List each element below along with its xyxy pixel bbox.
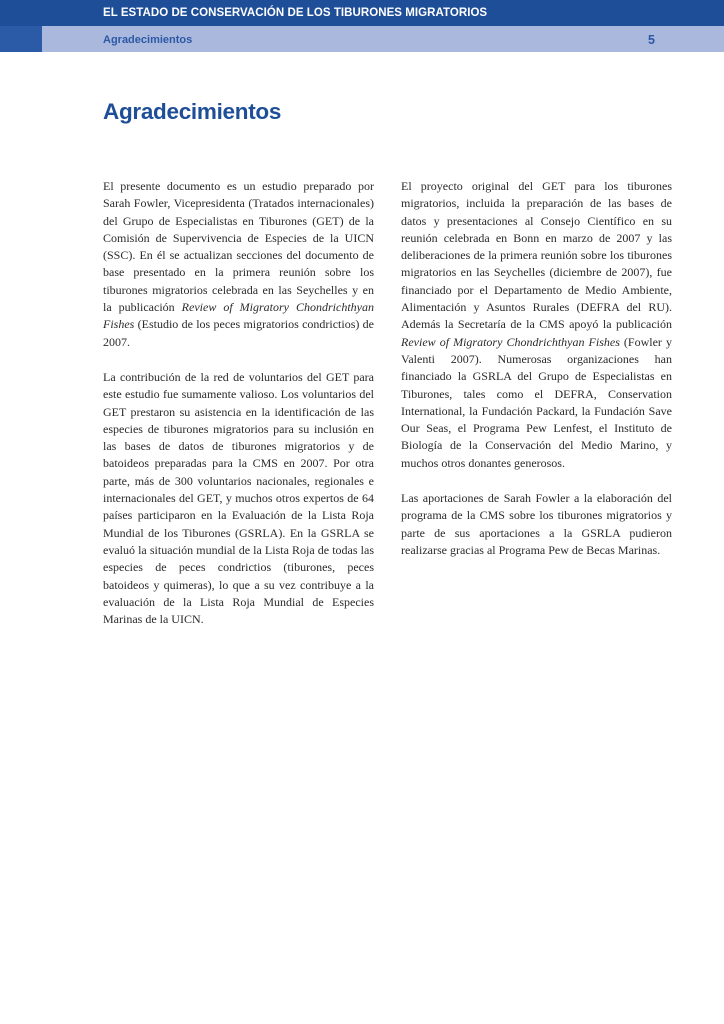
left-column (103, 178, 374, 646)
right-p1-text-b: (Fowler y Valenti 2007). Numerosas organizaciones han financiado la GSRLA del Grupo de Especialistas en Tiburones, tales como el DEFRA, Conservation International, la Fundación Packard, la Fundación Save Our Seas, el Programa Pew Lenfest, el Instituto de Biología de la Conservación del Medio Marino, y muchos otros donantes generosos. (401, 334, 672, 470)
section-bar (0, 26, 724, 52)
right-paragraph-2: Las aportaciones de Sarah Fowler a la elaboración del programa de la CMS sobre los tiburones migratorios y parte de sus aportaciones a la GSRLA pudieron realizarse gracias al Programa Pew de Becas Marinas. (401, 491, 672, 557)
left-paragraph-1 (103, 178, 374, 351)
left-p1-text-a: El presente documento es un estudio preparado por Sarah Fowler, Vicepresidenta (Tratados internacionales) del Grupo de Especialistas en Tiburones (GET) de la Comisión de Supervivencia de Especies de la UICN (SSC). En él se actualizan secciones del documento de base presentado en la primera reunión sobre los tiburones migratorios celebrada en las Seychelles y en la publicación (103, 179, 374, 315)
right-p1-text-a: El proyecto original del GET para los tiburones migratorios, incluida la preparación de las bases de datos y presentaciones al Consejo Científico en su reunión celebrada en Bonn en marzo de 2007 y las deliberaciones de la primera reunión sobre los tiburones migratorios en las Seychelles (diciembre de 2007), fue financiado por el Departamento de Medio Ambiente, Alimentación y Asuntos Rurales (DEFRA del RU). Además la Secretaría de la CMS apoyó la publicación (401, 179, 672, 332)
left-paragraph-2: La contribución de la red de voluntarios del GET para este estudio fue sumamente valioso. Los voluntarios del GET prestaron su asistencia en la identificación de las especies de tiburones migratorios para su inclusión en las bases de datos de tiburones migratorios y de batoideos preparadas para la CMS en 2007. Por otra parte, más de 300 voluntarios nacionales, regionales e internacionales del GET, y muchos otros expertos de 64 países participaron en la Evaluación de la Lista Roja Mundial de los Tiburones (GSRLA). En la GSRLA se evaluó la situación mundial de la Lista Roja de todas las especies de peces condrictios (tiburones, peces batoideos y quimeras), lo que a su vez contribuye a la evaluación de la Lista Roja Mundial de Especies Marinas de la UICN. (103, 369, 374, 627)
left-p1-text-b: (Estudio de los peces migratorios condrictios) de 2007. (103, 317, 374, 349)
section-label: Agradecimientos (103, 34, 193, 46)
page-title: Agradecimientos (103, 99, 282, 124)
report-title: EL ESTADO DE CONSERVACIÓN DE LOS TIBURONES MIGRATORIOS (103, 7, 488, 19)
page-number: 5 (648, 33, 655, 47)
right-p1-publication-title: Review of Migratory Chondrichthyan Fishes (401, 334, 620, 349)
section-tab-marker (0, 26, 42, 52)
left-p1-publication-title: Review of Migratory Chondrichthyan Fishes (103, 300, 375, 332)
right-paragraph-1 (401, 178, 672, 472)
report-title-bar (0, 0, 724, 26)
right-column (401, 178, 672, 577)
